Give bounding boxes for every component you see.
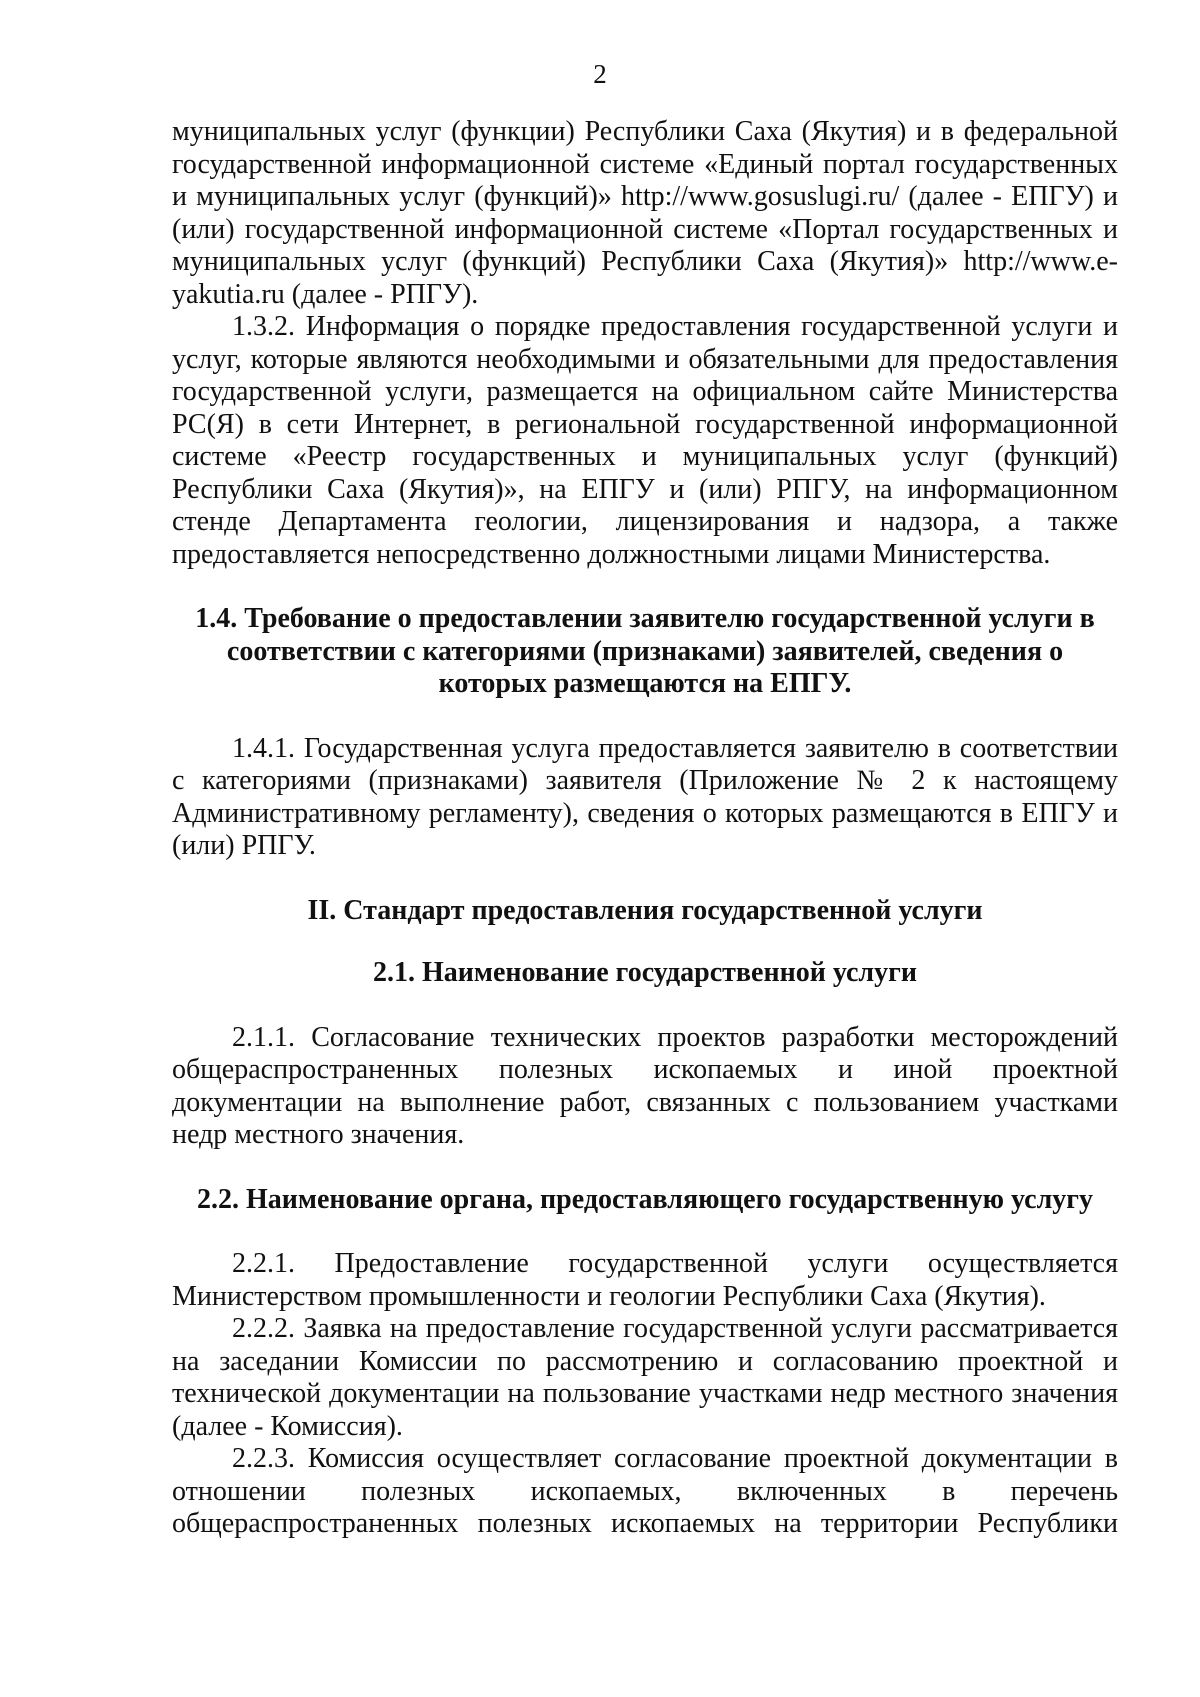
document-body [172, 116, 1118, 1541]
heading-2-2: 2.2. Наименование органа, предоставляющего государственную услугу [196, 1183, 1094, 1215]
heading-2-1: 2.1. Наименование государственной услуги [373, 957, 917, 988]
heading-section-2: II. Стандарт предоставления государственной услуги [307, 894, 983, 926]
paragraph-2-1-1: 2.1.1. Согласование технических проектов разработки месторождений общераспространенных полезных ископаемых и иной проектной документации на выполнение работ, связанных с пользованием участками недр местного значения. [172, 1021, 1118, 1150]
spacer [172, 1152, 1118, 1184]
spacer [172, 1216, 1118, 1248]
paragraph-2-2-1: 2.2.1. Предоставление государственной услуги осуществляется Министерством промышленности и геологии Республики Саха (Якутия). [172, 1248, 1118, 1312]
heading-1-4: 1.4. Требование о предоставлении заявителю государственной услуги в соответствии с категориями (признаками) заявителей, сведения о которых размещаются на ЕПГУ. [195, 603, 1095, 699]
spacer [172, 863, 1118, 895]
paragraph-continuation: муниципальных услуг (функции) Республики Саха (Якутия) и в федеральной государственной информационной системе «Единый портал государственных и муниципальных услуг (функций)» http://www.gosuslugi.ru/ (далее - ЕПГУ) и (или) государственной информационной системе «Портал государственных и муниципальных услуг (функций) Республики Саха (Якутия)» http://www.e-yakutia.ru (далее - РПГУ). [172, 116, 1118, 310]
paragraph-1-3-2: 1.3.2. Информация о порядке предоставления государственной услуги и услуг, которые являются необходимыми и обязательными для предоставления государственной услуги, размещается на официальном сайте Министерства РС(Я) в сети Интернет, в региональной государственной информационной системе «Реестр государственных и муниципальных услуг (функций) Республики Саха (Якутия)», на ЕПГУ и (или) РПГУ, на информационном стенде Департамента геологии, лицензирования и надзора, а также предоставляется непосредственно должностными лицами Министерства. [172, 311, 1118, 570]
paragraph-1-4-1: 1.4.1. Государственная услуга предоставляется заявителю в соответствии с категориями (признаками) заявителя (Приложение № 2 к настоящему Административному регламенту), сведения о которых размещаются в ЕПГУ и (или) РПГУ. [172, 732, 1118, 861]
spacer [172, 927, 1118, 957]
spacer [172, 701, 1118, 733]
spacer [172, 571, 1118, 603]
paragraph-2-2-3: 2.2.3. Комиссия осуществляет согласование проектной документации в отношении полезных ископаемых, включенных в перечень общераспространенных полезных ископаемых на территории Республики [172, 1443, 1118, 1539]
page-number: 2 [593, 59, 607, 89]
paragraph-2-2-2: 2.2.2. Заявка на предоставление государственной услуги рассматривается на заседании Комиссии по рассмотрению и согласованию проектной и технической документации на пользование участками недр местного значения (далее - Комиссия). [172, 1313, 1118, 1442]
spacer [172, 990, 1118, 1022]
